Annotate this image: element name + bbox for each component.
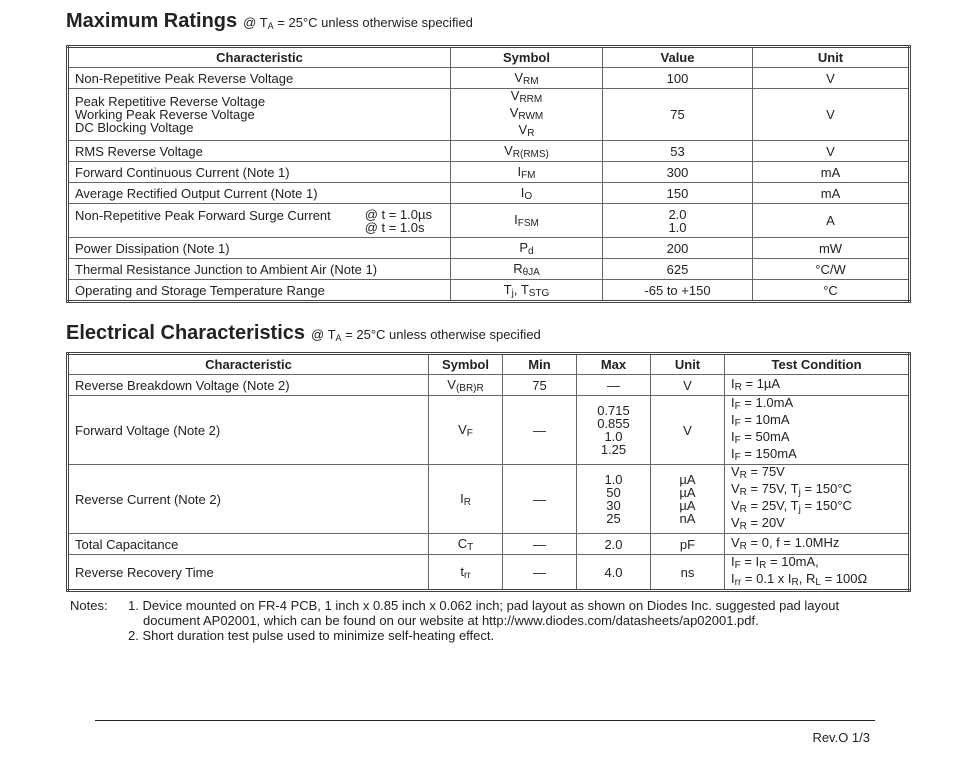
symbol: $R_{\theta JA}$ [513, 260, 540, 278]
symbol: $I_{FSM}$ [514, 212, 539, 229]
test-condition-line: $V_R = 75V$ [731, 464, 785, 481]
table-row [68, 396, 910, 465]
characteristic-text: Non-Repetitive Peak Forward Surge Current [75, 207, 331, 223]
symbol: $I_O$ [520, 184, 533, 202]
symbol: $V_R$ [518, 122, 535, 139]
table-row [68, 162, 910, 183]
cell-unit: V [753, 141, 910, 162]
cell-symbol [451, 141, 603, 162]
cell-unit: mA [753, 183, 910, 204]
symbol: $T_j$ [503, 281, 514, 299]
cell-max: 4.0 [577, 555, 651, 591]
symbol: $V_F$ [458, 421, 473, 439]
cell-characteristic: Forward Voltage (Note 2) [68, 396, 429, 465]
characteristic-line: Peak Repetitive Reverse Voltage [75, 94, 266, 109]
note-1: 1. Device mounted on FR-4 PCB, 1 inch x 0.85 inch x 0.062 inch; pad layout as shown on Diodes Inc. suggested pad layout [128, 598, 840, 613]
header-test-condition: Test Condition [725, 354, 910, 375]
cell-unit: mW [753, 238, 910, 259]
cell-characteristic: Average Rectified Output Current (Note 1) [68, 183, 451, 204]
cell-test-condition [725, 534, 910, 555]
cell-max: 1.0 50 30 25 [577, 465, 651, 534]
cell-value: 100 [603, 68, 753, 89]
header-characteristic: Characteristic [68, 47, 451, 68]
cell-symbol [429, 396, 503, 465]
cell-min: 75 [503, 375, 577, 396]
header-unit: Unit [753, 47, 910, 68]
cell-unit: V [651, 396, 725, 465]
table-row [68, 89, 910, 141]
cell-min: — [503, 396, 577, 465]
table-row [68, 555, 910, 591]
cell-unit: mA [753, 162, 910, 183]
notes-body [128, 598, 868, 643]
test-condition-line: $V_R = 20V$ [731, 515, 785, 532]
cell-symbol [451, 259, 603, 280]
cell-symbol [451, 183, 603, 204]
table-row [68, 375, 910, 396]
test-condition-line: $V_R = 25V$, $T_j = 150^\circ C$ [731, 498, 852, 515]
test-condition-line: $I_{rr} = 0.1$ x $I_R$, $R_L = 100\Omega$ [731, 571, 868, 588]
table-row [68, 141, 910, 162]
cell-test-condition [725, 396, 910, 465]
elec-table [66, 352, 911, 592]
cell-symbol [451, 162, 603, 183]
cell-min: — [503, 555, 577, 591]
max-ratings-header-row [68, 47, 910, 68]
symbol: $C_T$ [457, 535, 474, 553]
cell-unit: °C [753, 280, 910, 302]
cell-symbol [451, 68, 603, 89]
note-2: 2. Short duration test pulse used to minimize self-heating effect. [128, 628, 495, 643]
cell-value: 53 [603, 141, 753, 162]
cell-unit: V [651, 375, 725, 396]
symbol: $V_{RWM}$ [509, 105, 544, 122]
max-ratings-table [66, 45, 911, 303]
test-condition-line: $I_R = 1\mu A$ [731, 375, 781, 393]
cell-characteristic: Thermal Resistance Junction to Ambient Air (Note 1) [68, 259, 451, 280]
cell-value: 200 [603, 238, 753, 259]
symbol: $t_{rr}$ [460, 563, 471, 581]
cell-symbol [451, 204, 603, 238]
test-condition-line: $V_R = 75V$, $T_j = 150^\circ C$ [731, 481, 852, 498]
symbol: $I_{FM}$ [517, 163, 536, 181]
symbol: $V_{RM}$ [514, 69, 539, 87]
characteristic-line: Working Peak Reverse Voltage [75, 107, 255, 122]
table-row [68, 465, 910, 534]
cell-characteristic: Reverse Recovery Time [68, 555, 429, 591]
cell-min: — [503, 465, 577, 534]
elec-header-row [68, 354, 910, 375]
cell-min: — [503, 534, 577, 555]
cell-symbol [429, 534, 503, 555]
cell-value: -65 to +150 [603, 280, 753, 302]
cell-value: 2.0 1.0 [603, 204, 753, 238]
cell-characteristic: RMS Reverse Voltage [68, 141, 451, 162]
header-max: Max [577, 354, 651, 375]
test-condition-line: $I_F = 50mA$ [731, 429, 790, 446]
revision-label: Rev.O 1/3 [812, 730, 870, 745]
cell-characteristic: Forward Continuous Current (Note 1) [68, 162, 451, 183]
note-1-continued: document AP02001, which can be found on our website at http://www.diodes.com/datasheets/ap02001.pdf. [143, 613, 759, 628]
cell-max: 2.0 [577, 534, 651, 555]
cell-characteristic: Power Dissipation (Note 1) [68, 238, 451, 259]
cell-value: 75 [603, 89, 753, 141]
cell-characteristic: Reverse Breakdown Voltage (Note 2) [68, 375, 429, 396]
table-row [68, 280, 910, 302]
table-row [68, 68, 910, 89]
test-condition-line: $V_R = 0$, f = 1.0MHz [731, 534, 840, 552]
header-symbol: Symbol [429, 354, 503, 375]
cell-unit: A [753, 204, 910, 238]
table-row [68, 183, 910, 204]
cell-characteristic: Reverse Current (Note 2) [68, 465, 429, 534]
table-row [68, 534, 910, 555]
symbol: $P_d$ [519, 239, 534, 257]
symbol: $V_{R(RMS)}$ [504, 142, 549, 160]
cell-max: — [577, 375, 651, 396]
max-ratings-heading [66, 10, 473, 33]
cell-unit: V [753, 68, 910, 89]
test-condition-line: $I_F = 10mA$ [731, 412, 790, 429]
test-condition-line: $I_F = 1.0mA$ [731, 395, 794, 412]
header-characteristic: Characteristic [68, 354, 429, 375]
surge-conditions: @ t = 1.0µs @ t = 1.0s [364, 206, 432, 235]
elec-title: Electrical Characteristics [66, 322, 306, 344]
cell-characteristic [68, 89, 451, 141]
cell-value: 625 [603, 259, 753, 280]
header-min: Min [503, 354, 577, 375]
cell-test-condition [725, 375, 910, 396]
elec-heading [66, 322, 541, 345]
cell-symbol [429, 555, 503, 591]
max-ratings-title: Maximum Ratings [66, 10, 238, 32]
symbol: , $T_{STG}$ [513, 281, 550, 299]
cell-unit: µA µA µA nA [651, 465, 725, 534]
cell-value: 150 [603, 183, 753, 204]
cell-test-condition [725, 465, 910, 534]
cell-characteristic: Operating and Storage Temperature Range [68, 280, 451, 302]
test-condition-line: $I_F = I_R = 10mA$, [731, 554, 819, 571]
table-row [68, 238, 910, 259]
cell-test-condition [725, 555, 910, 591]
cell-symbol [451, 238, 603, 259]
header-unit: Unit [651, 354, 725, 375]
cell-symbol [451, 89, 603, 141]
symbol: $V_{(BR)R}$ [447, 376, 484, 394]
header-symbol: Symbol [451, 47, 603, 68]
elec-condition: @ $T_A = 25^\circ C$ unless otherwise specified [311, 327, 541, 343]
characteristic-line: DC Blocking Voltage [75, 120, 194, 135]
cell-unit: ns [651, 555, 725, 591]
cell-unit: °C/W [753, 259, 910, 280]
cell-max: 0.715 0.855 1.0 1.25 [577, 396, 651, 465]
notes-label: Notes: [70, 598, 108, 613]
cell-unit: V [753, 89, 910, 141]
symbol: $V_{RRM}$ [510, 88, 543, 105]
cell-unit: pF [651, 534, 725, 555]
cell-characteristic: Total Capacitance [68, 534, 429, 555]
cell-characteristic [68, 204, 451, 238]
cell-symbol [429, 375, 503, 396]
cell-symbol [429, 465, 503, 534]
footer-divider [95, 720, 875, 721]
table-row [68, 204, 910, 238]
table-row [68, 259, 910, 280]
header-value: Value [603, 47, 753, 68]
cell-value: 300 [603, 162, 753, 183]
max-ratings-condition: @ $T_A = 25^\circ C$ unless otherwise specified [243, 15, 473, 31]
test-condition-line: $I_F = 150mA$ [731, 446, 797, 463]
symbol: $I_R$ [460, 490, 471, 508]
cell-characteristic: Non-Repetitive Peak Reverse Voltage [68, 68, 451, 89]
cell-symbol [451, 280, 603, 302]
